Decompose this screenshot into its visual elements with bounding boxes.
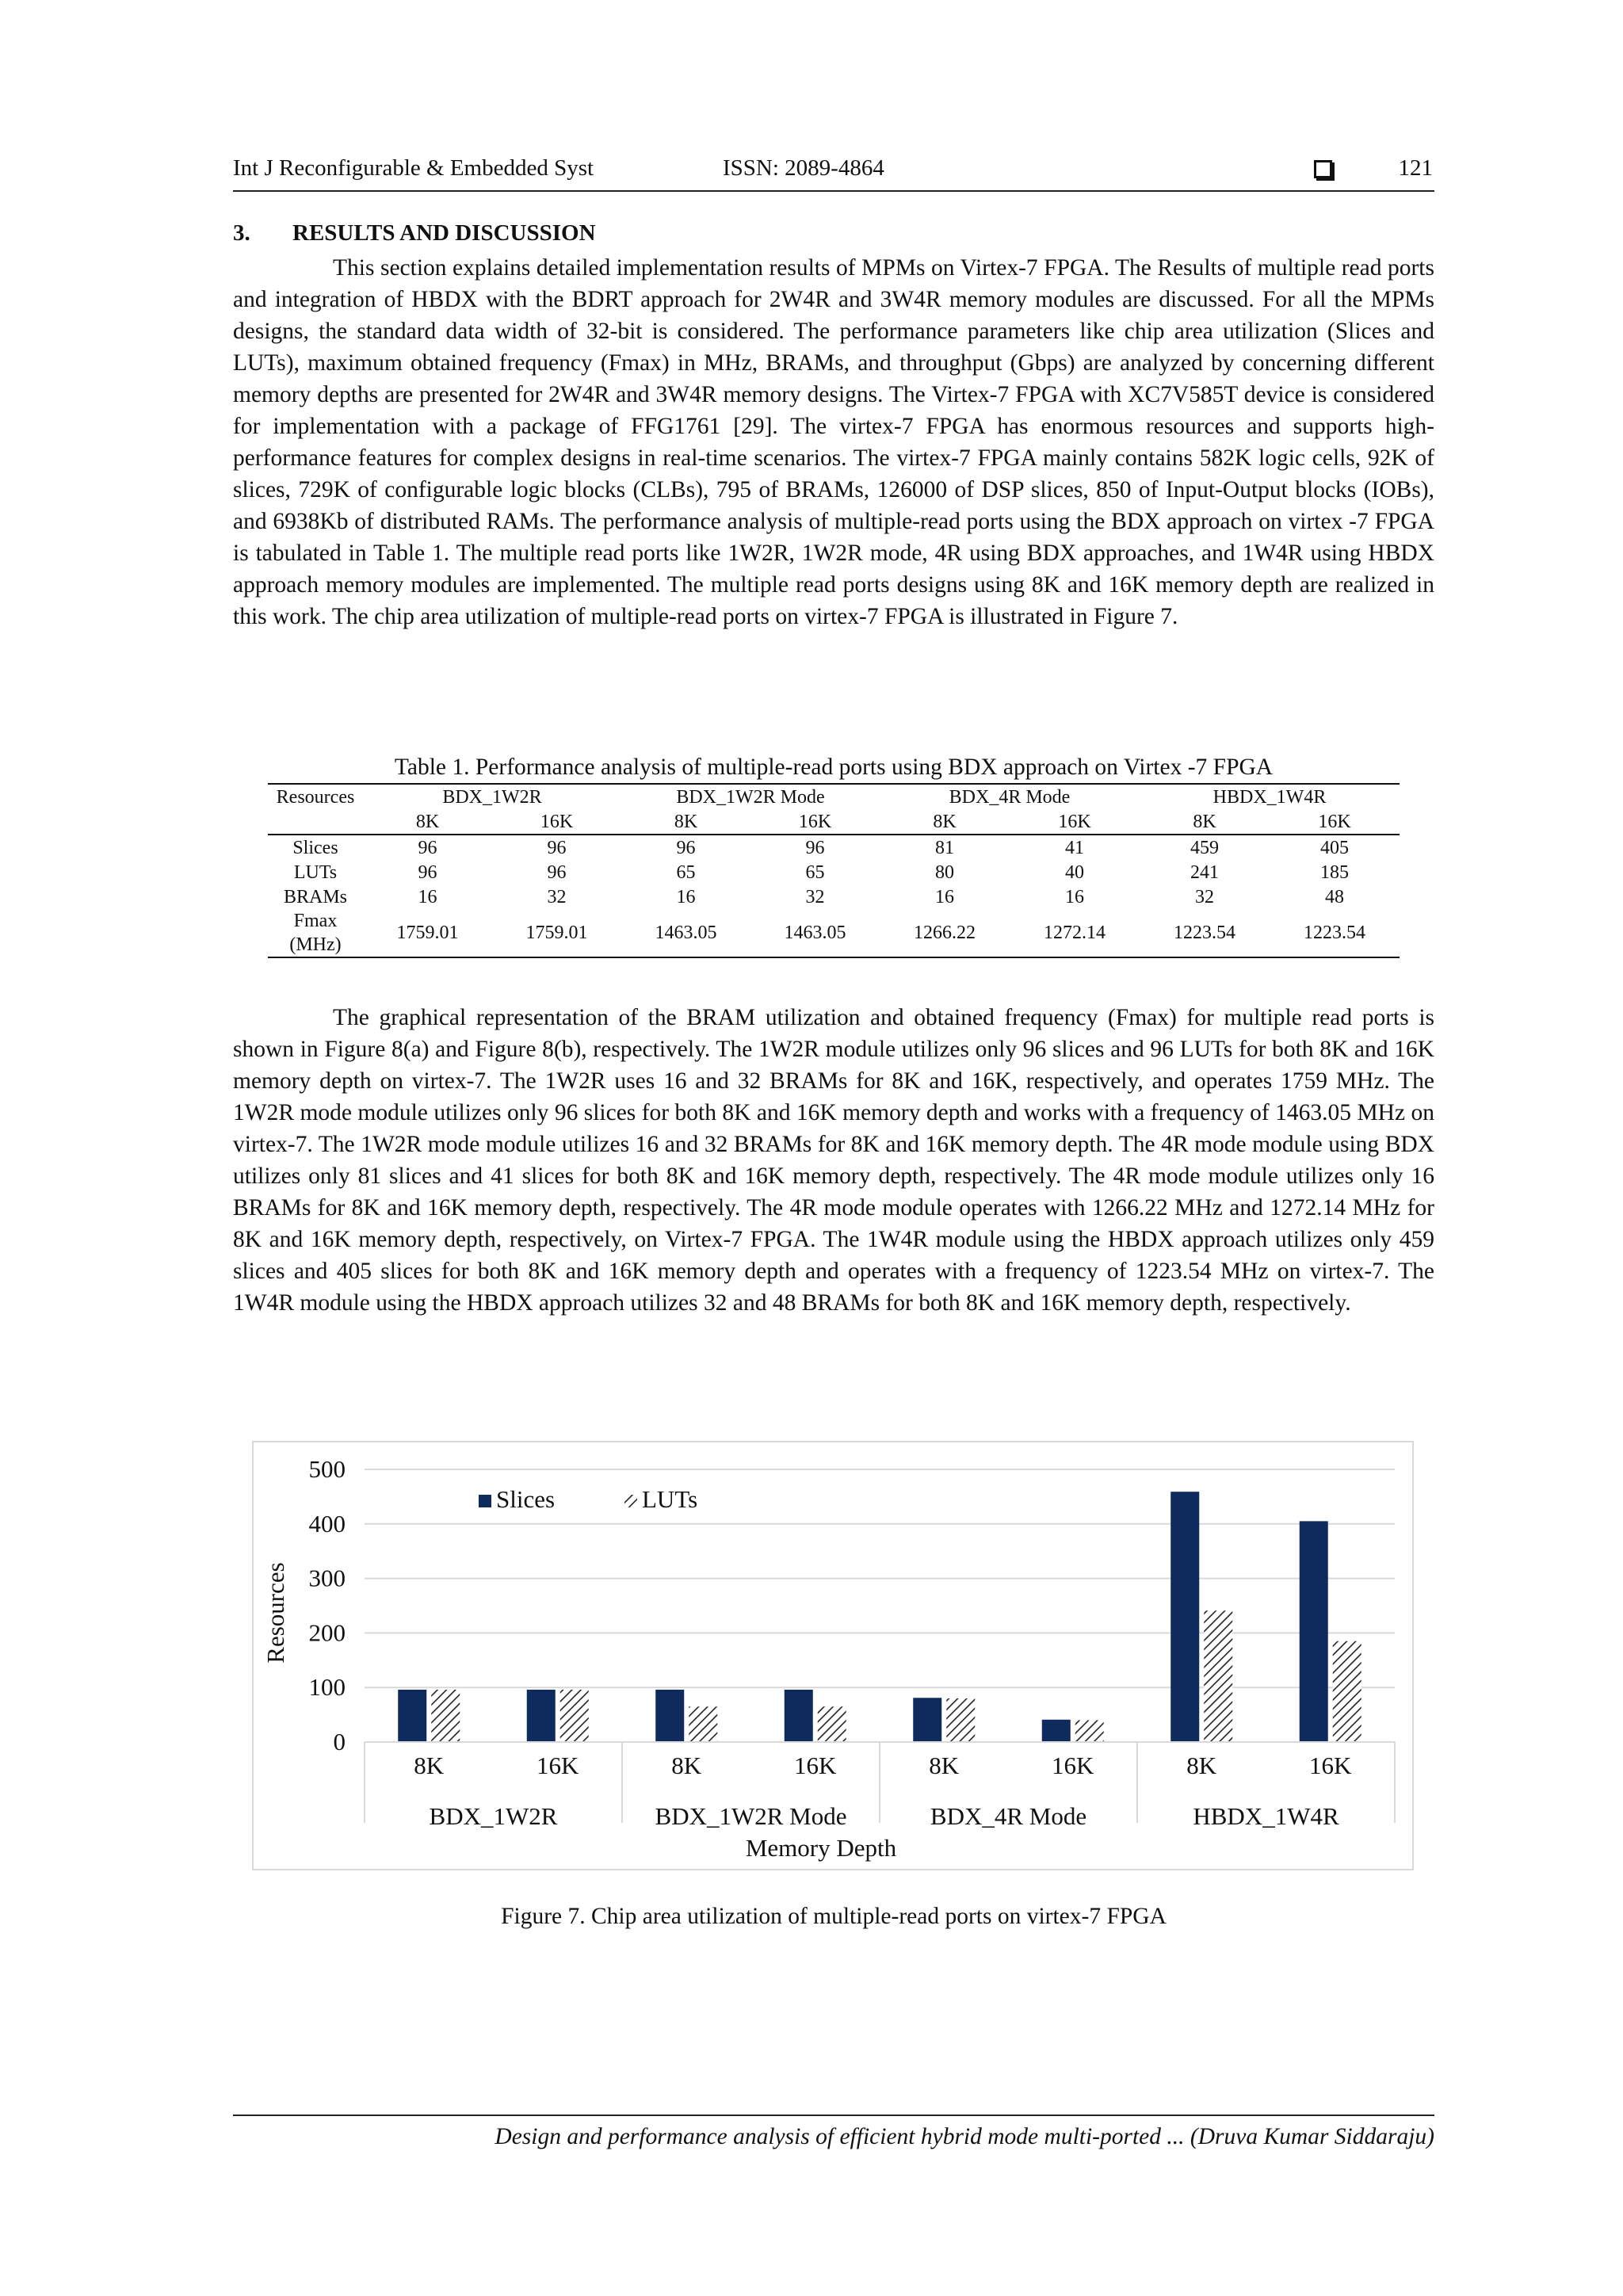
x-tick-label: 16K [1309,1752,1352,1779]
table-row-fmax [268,909,1400,957]
depth-header: 16K [750,809,880,835]
table-cell: 459 [1190,837,1219,858]
page-footer [233,2115,1434,2150]
table-cell: 16 [1065,886,1084,907]
bar-luts-3 [818,1706,846,1742]
bar-luts-2 [689,1706,717,1742]
table-cell: 96 [547,861,567,883]
y-tick-label: 0 [333,1728,346,1755]
table-cell: 32 [1195,886,1214,907]
group-label: BDX_1W2R Mode [655,1802,847,1830]
bar-luts-1 [560,1690,589,1742]
table-cell: 1223.54 [1140,909,1270,957]
bar-slices-0 [398,1690,426,1742]
table-cell: 96 [676,837,696,858]
x-tick-label: 8K [414,1752,445,1779]
x-tick-label: 16K [537,1752,579,1779]
depth-header: 16K [1010,809,1140,835]
table-group-header-row [268,784,1400,809]
table-cell: 16 [676,886,696,907]
table-cell: 96 [418,837,437,858]
y-tick-label: 100 [308,1673,346,1702]
bar-slices-1 [527,1690,556,1742]
group-header: BDX_4R Mode [880,784,1140,809]
bar-slices-5 [1042,1720,1071,1742]
table-cell: 16 [935,886,954,907]
journal-name: Int J Reconfigurable & Embedded Syst [233,155,594,181]
header-empty [268,809,363,835]
table-cell: 65 [805,861,825,883]
row-label: Slices [292,837,338,858]
x-tick-label: 8K [671,1752,702,1779]
y-tick-label: 200 [308,1618,346,1647]
bar-luts-7 [1333,1641,1361,1742]
figure-caption: Figure 7. Chip area utilization of multiple-read ports on virtex-7 FPGA [501,1904,1167,1929]
table-cell: 81 [935,837,954,858]
table-cell: 16 [418,886,437,907]
table-caption: Table 1. Performance analysis of multiple-read ports using BDX approach on Virtex -7 FPGA [394,755,1274,780]
page-number: 121 [1398,155,1433,181]
x-tick-label: 16K [1052,1752,1094,1779]
results-paragraph [233,252,1434,632]
resource-bar-chart [254,1442,1412,1869]
table-cell: 405 [1320,837,1349,858]
x-axis-label: Memory Depth [745,1834,897,1862]
bar-luts-0 [431,1690,460,1742]
table-cell: 185 [1320,861,1349,883]
group-header: BDX_1W2R [363,784,621,809]
legend-swatch-slices [479,1495,491,1507]
group-header: HBDX_1W4R [1140,784,1400,809]
y-tick-label: 400 [308,1509,346,1538]
table-cell: 65 [676,861,696,883]
table-row-slices [268,835,1400,860]
bar-slices-6 [1170,1492,1199,1742]
group-label: BDX_1W2R [429,1802,558,1830]
depth-header: 8K [1140,809,1270,835]
y-tick-label: 300 [308,1564,346,1592]
y-axis-label: Resources [262,1562,289,1664]
section-title: RESULTS AND DISCUSSION [292,220,596,246]
bar-luts-5 [1075,1720,1104,1742]
table-cell: 1759.01 [363,909,492,957]
discussion-paragraph [233,1002,1434,1319]
table-cell: 48 [1325,886,1344,907]
square-box-icon [1314,160,1332,178]
results-paragraph-text: This section explains detailed implementation results of MPMs on Virtex-7 FPGA. The Results of multiple read ports and integration of HBDX with the BDRT approach for 2W4R and 3W4R memory modules are discussed. For all the MPMs designs, the standard data width of 32-bit is considered. The performance parameters like chip area utilization (Slices and LUTs), maximum obtained frequency (Fmax) in MHz, BRAMs, and throughput (Gbps) are analyzed by concerning different memory depths are presented for 2W4R and 3W4R memory designs. The Virtex-7 FPGA with XC7V585T device is considered for implementation with a package of FFG1761 [29]. The virtex-7 FPGA has enormous resources and supports high-performance features for complex designs in real-time scenarios. The virtex-7 FPGA mainly contains 582K logic cells, 92K of slices, 729K of configurable logic blocks (CLBs), 795 of BRAMs, 126000 of DSP slices, 850 of Input-Output blocks (IOBs), and 6938Kb of distributed RAMs. The performance analysis of multiple-read ports using the BDX approach on virtex -7 FPGA is tabulated in Table 1. The multiple read ports like 1W2R, 1W2R mode, 4R using BDX approaches, and 1W4R using HBDX approach memory modules are implemented. The multiple read ports designs using 8K and 16K memory depth are realized in this work. The chip area utilization of multiple-read ports on virtex-7 FPGA is illustrated in Figure 7. [233,255,1434,629]
table-cell: 96 [418,861,437,883]
group-header: BDX_1W2R Mode [621,784,880,809]
depth-header: 16K [1270,809,1400,835]
section-heading [233,220,596,246]
section-number: 3. [233,220,250,246]
table-cell: 241 [1190,861,1219,883]
depth-header: 8K [880,809,1010,835]
table-cell: 1463.05 [621,909,750,957]
x-tick-label: 8K [929,1752,960,1779]
page-header [233,155,1434,192]
bar-slices-2 [655,1690,684,1742]
header-resources: Resources [268,784,363,809]
row-label: BRAMs [283,886,348,907]
bar-slices-4 [913,1698,941,1742]
y-tick-label: 500 [308,1455,346,1483]
running-title: Design and performance analysis of efficient hybrid mode multi-ported ... (Druva Kumar Siddaraju) [495,2124,1434,2149]
group-label: BDX_4R Mode [930,1802,1087,1830]
table-cell: 1272.14 [1010,909,1140,957]
table-cell: 1223.54 [1270,909,1400,957]
x-tick-label: 16K [794,1752,837,1779]
performance-table [268,783,1400,958]
legend-label-luts: LUTs [642,1485,698,1513]
table-cell: 96 [547,837,567,858]
x-tick-label: 8K [1186,1752,1217,1779]
table-cell: 40 [1065,861,1084,883]
table-cell: 96 [805,837,825,858]
chart-container [252,1441,1414,1870]
depth-header: 8K [363,809,492,835]
table-row-luts [268,860,1400,884]
bar-slices-7 [1300,1521,1328,1742]
bar-slices-3 [785,1690,813,1742]
table-cell: 1463.05 [750,909,880,957]
depth-header: 16K [492,809,621,835]
row-label: LUTs [293,861,338,883]
table-cell: 80 [935,861,954,883]
group-label: HBDX_1W4R [1193,1802,1339,1830]
issn: ISSN: 2089-4864 [723,155,884,181]
table-cell: 1759.01 [492,909,621,957]
row-label: Fmax (MHz) [268,909,363,957]
depth-header: 8K [621,809,750,835]
table-cell: 32 [547,886,567,907]
table-depth-header-row [268,809,1400,835]
legend-swatch-luts [624,1495,637,1507]
legend-label-slices: Slices [496,1485,556,1513]
table-cell: 1266.22 [880,909,1010,957]
table-cell: 41 [1065,837,1084,858]
table-row-brams [268,884,1400,909]
bar-luts-4 [946,1698,975,1742]
table-cell: 32 [805,886,825,907]
discussion-paragraph-text: The graphical representation of the BRAM utilization and obtained frequency (Fmax) for multiple read ports is shown in Figure 8(a) and Figure 8(b), respectively. The 1W2R module utilizes only 96 slices and 96 LUTs for both 8K and 16K memory depth on virtex-7. The 1W2R uses 16 and 32 BRAMs for 8K and 16K, respectively, and operates 1759 MHz. The 1W2R mode module utilizes only 96 slices for both 8K and 16K memory depth and works with a frequency of 1463.05 MHz on virtex-7. The 1W2R mode module utilizes 16 and 32 BRAMs for 8K and 16K memory depth. The 4R mode module using BDX utilizes only 81 slices and 41 slices for both 8K and 16K memory depth, respectively. The 4R mode module utilizes only 16 BRAMs for 8K and 16K memory depth, respectively. The 4R mode module operates with 1266.22 MHz and 1272.14 MHz for 8K and 16K memory depth, respectively, on Virtex-7 FPGA. The 1W4R module using the HBDX approach utilizes only 459 slices and 405 slices for both 8K and 16K memory depth and operates with a frequency of 1223.54 MHz on virtex-7. The 1W4R module using the HBDX approach utilizes 32 and 48 BRAMs for both 8K and 16K memory depth, respectively. [233,1005,1434,1316]
bar-luts-6 [1204,1610,1232,1742]
